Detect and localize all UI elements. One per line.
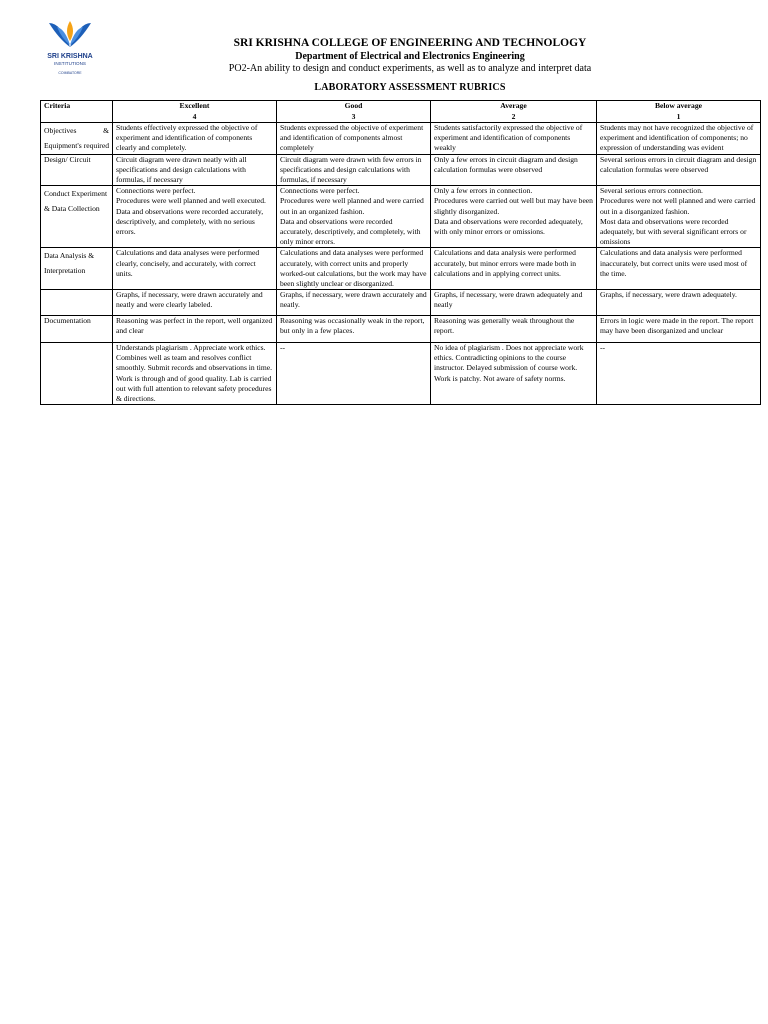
excellent-cell: Connections were perfect. Procedures were well planned and well executed. Data and observations were recorded accurately, descriptively, and completely, with no serious errors. — [113, 186, 277, 248]
below-average-cell: Errors in logic were made in the report. The report may have been disorganized and unclear — [597, 315, 761, 342]
table-row — [41, 186, 761, 248]
criteria-cell: Conduct Experiment & Data Collection — [41, 186, 113, 248]
table-row — [41, 290, 761, 315]
criteria-cell: Design/ Circuit — [41, 154, 113, 186]
table-header-row — [41, 101, 761, 123]
below-average-cell: Calculations and data analysis were performed inaccurately, but correct units were used most of the time. — [597, 248, 761, 290]
good-cell: Connections were perfect. Procedures were well planned and were carried out in an organized fashion. Data and observations were recorded accurately, descriptively, and completely, with only minor errors. — [277, 186, 431, 248]
criteria-cell: Objectives & Equipment's required — [41, 123, 113, 155]
logo-subtitle: INSTITUTIONS — [54, 61, 86, 66]
average-cell: Only a few errors in connection. Procedures were carried out well but may have been slightly disorganized. Data and observations were recorded adequately, with only minor errors or omissions. — [431, 186, 597, 248]
excellent-cell: Circuit diagram were drawn neatly with all specifications and design calculations with formulas, if necessary — [113, 154, 277, 186]
excellent-cell: Students effectively expressed the objective of experiment and identification of components clearly and completely. — [113, 123, 277, 155]
criteria-cell — [41, 343, 113, 405]
good-cell: Students expressed the objective of experiment and identification of components almost completely — [277, 123, 431, 155]
page-title: LABORATORY ASSESSMENT RUBRICS — [314, 82, 506, 93]
below-average-cell: Graphs, if necessary, were drawn adequately. — [597, 290, 761, 315]
table-row — [41, 343, 761, 405]
good-cell: -- — [277, 343, 431, 405]
header-below-average: Below average 1 — [597, 101, 761, 123]
criteria-cell: Data Analysis & Interpretation — [41, 248, 113, 290]
below-average-cell: -- — [597, 343, 761, 405]
average-cell: Reasoning was generally weak throughout the report. — [431, 315, 597, 342]
average-cell: Graphs, if necessary, were drawn adequately and neatly — [431, 290, 597, 315]
excellent-cell: Understands plagiarism . Appreciate work ethics. Combines well as team and resolves conflict smoothly. Submit records and observations in time. Work is through and of good quality. Lab is carried out with full attention to relevant safety procedures & directions. — [113, 343, 277, 405]
good-cell: Circuit diagram were drawn with few errors in specifications and design calculations with formulas, if necessary — [277, 154, 431, 186]
excellent-cell: Calculations and data analyses were performed clearly, concisely, and accurately, with correct units. — [113, 248, 277, 290]
logo-location: COIMBATORE — [58, 71, 82, 75]
below-average-cell: Several serious errors connection. Procedures were not well planned and were carried out in a disorganized fashion. Most data and observations were recorded adequately, but with several significant errors or omissions — [597, 186, 761, 248]
excellent-cell: Graphs, if necessary, were drawn accurately and neatly and were clearly labeled. — [113, 290, 277, 315]
table-row — [41, 315, 761, 342]
table-row — [41, 123, 761, 155]
header-average: Average 2 — [431, 101, 597, 123]
excellent-cell: Reasoning was perfect in the report, well organized and clear — [113, 315, 277, 342]
header-excellent: Excellent 4 — [113, 101, 277, 123]
college-name: SRI KRISHNA COLLEGE OF ENGINEERING AND TECHNOLOGY — [233, 37, 587, 49]
table-row — [41, 154, 761, 186]
header-good: Good 3 — [277, 101, 431, 123]
average-cell: Students satisfactorily expressed the objective of experiment and identification of components weakly — [431, 123, 597, 155]
table-row — [41, 248, 761, 290]
average-cell: No idea of plagiarism . Does not appreciate work ethics. Contradicting opinions to the course instructor. Delayed submission of course work. Work is patchy. Not aware of safety norms. — [431, 343, 597, 405]
below-average-cell: Several serious errors in circuit diagram and design calculation formulas were observed — [597, 154, 761, 186]
average-cell: Calculations and data analysis were performed accurately, but minor errors were made both in calculations and in applying correct units. — [431, 248, 597, 290]
good-cell: Calculations and data analyses were performed accurately, with correct units and properly worked-out calculations, but the work may have been slightly unclear or disorganized. — [277, 248, 431, 290]
below-average-cell: Students may not have recognized the objective of experiment and identification of components; no expression of understanding was evident — [597, 123, 761, 155]
good-cell: Reasoning was occasionally weak in the report, but only in a few places. — [277, 315, 431, 342]
criteria-cell: Documentation — [41, 315, 113, 342]
program-outcome: PO2-An ability to design and conduct experiments, as well as to analyze and interpret data — [228, 63, 592, 74]
header-criteria: Criteria — [41, 101, 113, 123]
rubrics-table — [40, 100, 761, 405]
logo-name: SRI KRISHNA — [47, 53, 93, 60]
department-name: Department of Electrical and Electronics Engineering — [295, 51, 525, 62]
criteria-cell — [41, 290, 113, 315]
good-cell: Graphs, if necessary, were drawn accurately and neatly. — [277, 290, 431, 315]
average-cell: Only a few errors in circuit diagram and design calculation formulas were observed — [431, 154, 597, 186]
